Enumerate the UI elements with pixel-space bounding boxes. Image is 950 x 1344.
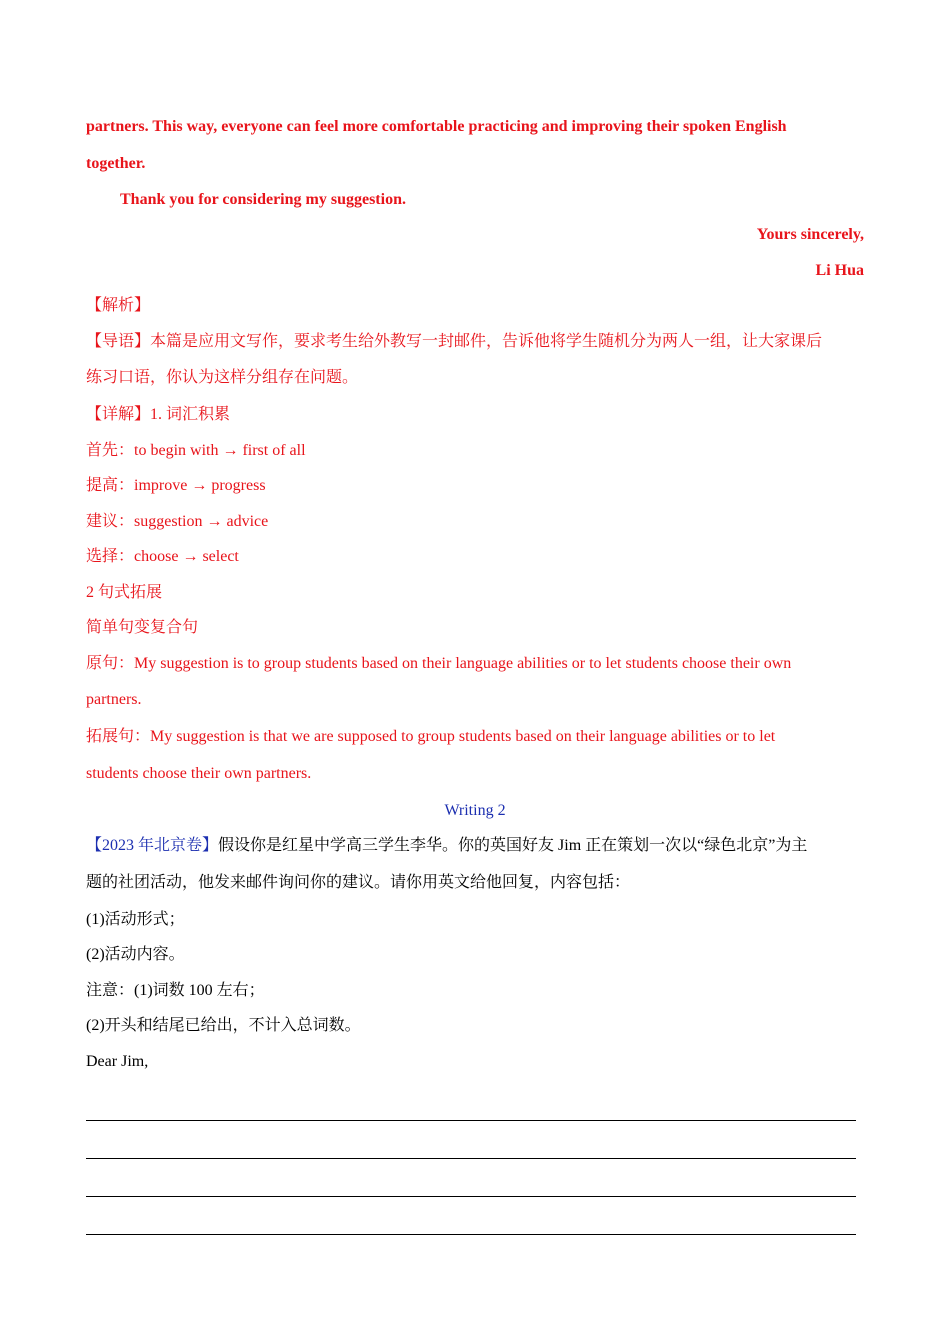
original-label: 原句： (86, 654, 135, 672)
source-tag: 【2023 年北京卷】 (86, 837, 219, 854)
vocab-item (86, 433, 864, 469)
guide-line2: 练习口语，你认为这样分组存在问题。 (86, 369, 359, 386)
expanded-text-line1: My suggestion is that we are supposed to group students based on their language abilities or to let (150, 728, 776, 745)
original-text-line1: My suggestion is to group students based on their language abilities or to let students choose their own (134, 654, 792, 672)
expanded-sentence-line2: students choose their own partners. (86, 764, 312, 782)
analysis-heading: 【解析】 (86, 297, 151, 314)
prompt-text-line1: 假设你是红星中学高三学生李华。你的英国好友 Jim 正在策划一次以“绿色北京”为主 (218, 837, 808, 854)
section2-title: 2 句式拓展 (86, 583, 163, 601)
vocab-value: suggestion → advice (134, 512, 269, 530)
vocab-label: 建议： (86, 512, 135, 530)
answer-signature: Li Hua (815, 261, 864, 279)
guide-line1 (86, 324, 864, 360)
original-sentence-line2: partners. (86, 691, 142, 708)
guide-label: 【导语】 (86, 332, 151, 350)
answer-closing: Yours sincerely, (756, 226, 864, 243)
vocab-value: to begin with → first of all (134, 441, 306, 459)
vocab-item (86, 539, 864, 575)
vocab-item (86, 468, 864, 504)
answer-blank-line (86, 1121, 856, 1159)
expanded-sentence-line1 (86, 719, 864, 755)
detail-heading (86, 397, 864, 433)
writing2-item1: (1)活动形式； (86, 910, 185, 928)
writing2-note1: 注意：(1)词数 100 左右； (86, 981, 265, 999)
answer-paragraph-end-line2: together. (86, 155, 146, 172)
vocab-value: choose → select (134, 548, 239, 565)
expanded-label: 拓展句： (86, 728, 151, 745)
writing2-prompt-line2: 题的社团活动，他发来邮件询问你的建议。请你用英文给他回复，内容包括： (86, 873, 631, 891)
writing2-greeting: Dear Jim, (86, 1052, 149, 1070)
answer-thanks: Thank you for considering my suggestion. (120, 190, 406, 208)
writing2-item2: (2)活动内容。 (86, 946, 185, 963)
vocab-label: 首先： (86, 441, 135, 459)
document-page (86, 108, 864, 1235)
section2-subtitle: 简单句变复合句 (86, 619, 199, 636)
writing2-prompt-line1 (86, 828, 864, 864)
writing2-title: Writing 2 (444, 801, 506, 819)
answer-blank-line (86, 1079, 856, 1121)
answer-blank-line (86, 1197, 856, 1235)
detail-title: 1. 词汇积累 (150, 406, 231, 423)
vocab-label: 提高： (86, 477, 135, 494)
vocab-label: 选择： (86, 548, 135, 565)
answer-blank-line (86, 1159, 856, 1197)
vocab-value: improve → progress (134, 477, 266, 494)
guide-text-line1: 本篇是应用文写作，要求考生给外教写一封邮件，告诉他将学生随机分为两人一组，让大家课后 (150, 332, 823, 350)
vocab-item (86, 504, 864, 540)
answer-paragraph-end-line1: partners. This way, everyone can feel more comfortable practicing and improving their spoken English (86, 118, 787, 135)
detail-label: 【详解】 (86, 406, 151, 423)
writing2-note2: (2)开头和结尾已给出，不计入总词数。 (86, 1017, 361, 1034)
original-sentence-line1 (86, 646, 864, 682)
